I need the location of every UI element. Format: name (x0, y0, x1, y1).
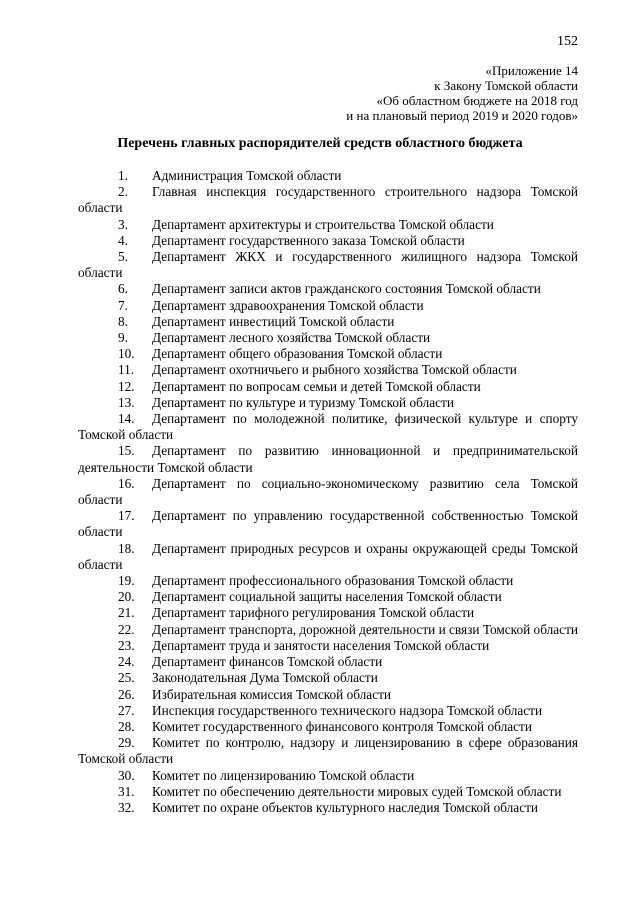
list-item (78, 800, 578, 816)
list-item-number: 26. (118, 686, 135, 702)
list-item-number: 7. (118, 297, 128, 313)
list-item-number: 1. (118, 168, 128, 183)
list-item-text: Департамент инвестиций Томской области (152, 313, 395, 329)
list-item-text: Департамент транспорта, дорожной деятельности и связи Томской области (152, 621, 578, 637)
list-item-number: 3. (118, 216, 128, 232)
list-item-text: Комитет по обеспечению деятельности мировых судей Томской области (152, 783, 562, 799)
list-item-number: 31. (118, 783, 135, 799)
list-item (78, 719, 578, 735)
list-item-number: 18. (118, 540, 135, 556)
list-item-text: Департамент по социально-экономическому развитию села Томской области (78, 475, 578, 508)
list-item (78, 589, 578, 605)
list-item (78, 508, 578, 540)
list-item-text: Инспекция государственного технического надзора Томской области (152, 702, 543, 718)
list-item-number: 16. (118, 475, 135, 491)
list-item-number: 17. (118, 508, 135, 524)
list-item-text: Главная инспекция государственного строительного надзора Томской области (78, 184, 578, 216)
list-item (78, 346, 578, 362)
list-item-number: 11. (118, 362, 135, 378)
appendix-line: «Приложение 14 (485, 63, 578, 78)
list-item (78, 184, 578, 216)
list-item (78, 379, 578, 395)
list-item-text: Департамент записи актов гражданского состояния Томской области (152, 281, 541, 297)
list-item (78, 622, 578, 638)
list-item-number: 5. (118, 249, 128, 265)
list-item (78, 638, 578, 654)
list-item-text: Департамент по молодежной политике, физической культуре и спорту Томской области (78, 411, 578, 443)
list-item (78, 476, 578, 508)
list-item-text: Комитет государственного финансового контроля Томской области (152, 718, 532, 734)
appendix-line: «Об областном бюджете на 2018 год (376, 93, 578, 108)
list-item-number: 19. (118, 573, 135, 589)
list-item-number: 14. (118, 411, 135, 427)
list-item (78, 541, 578, 573)
appendix-line: и на плановый период 2019 и 2020 годов» (346, 108, 578, 123)
list-item-number: 32. (118, 799, 135, 815)
list-item (78, 605, 578, 621)
list-item-number: 10. (118, 346, 135, 362)
list-item-text: Департамент здравоохранения Томской области (152, 297, 424, 313)
list-item (78, 443, 578, 475)
list-item-number: 27. (118, 702, 135, 718)
list-item (78, 670, 578, 686)
list-item-number: 15. (118, 443, 135, 459)
list-item-number: 2. (118, 184, 128, 200)
list-item-text: Законодательная Дума Томской области (152, 670, 378, 686)
list-item (78, 330, 578, 346)
list-item-text: Департамент государственного заказа Томской области (152, 232, 465, 248)
distributors-list (78, 168, 578, 816)
list-item (78, 249, 578, 281)
list-item-number: 29. (118, 735, 135, 751)
list-item (78, 281, 578, 297)
list-item (78, 411, 578, 443)
list-item-number: 23. (118, 637, 135, 653)
list-item-text: Департамент тарифного регулирования Томской области (152, 605, 475, 621)
list-item (78, 735, 578, 767)
list-item-number: 30. (118, 767, 135, 783)
list-item (78, 362, 578, 378)
list-item-number: 21. (118, 605, 135, 621)
list-item-text: Комитет по лицензированию Томской области (152, 767, 415, 783)
list-item-number: 4. (118, 232, 128, 248)
list-item-text: Комитет по контролю, надзору и лицензированию в сфере образования Томской области (78, 735, 578, 767)
list-item-text: Комитет по охране объектов культурного наследия Томской области (152, 799, 539, 815)
list-item (78, 217, 578, 233)
list-item (78, 314, 578, 330)
list-item (78, 298, 578, 314)
list-item-text: Избирательная комиссия Томской области (152, 686, 392, 702)
list-item-text: Департамент общего образования Томской области (152, 346, 443, 362)
list-item (78, 654, 578, 670)
list-item-text: Департамент социальной защиты населения Томской области (152, 589, 502, 605)
list-item-text: Департамент природных ресурсов и охраны окружающей среды Томской области (78, 540, 578, 572)
list-item (78, 233, 578, 249)
list-item-number: 22. (118, 621, 135, 637)
list-item (78, 168, 578, 184)
list-item-number: 13. (118, 394, 135, 410)
list-item-text: Департамент по культуре и туризму Томской области (152, 394, 454, 410)
list-item-number: 9. (118, 330, 128, 346)
list-item-text: Департамент ЖКХ и государственного жилищного надзора Томской области (78, 249, 578, 281)
list-item-text: Департамент по вопросам семьи и детей Томской области (152, 378, 481, 394)
list-item (78, 573, 578, 589)
list-item-text: Департамент архитектуры и строительства Томской области (152, 216, 494, 232)
list-item-text: Департамент по управлению государственной собственностью Томской области (78, 508, 578, 540)
list-item (78, 784, 578, 800)
list-item (78, 395, 578, 411)
list-item-number: 25. (118, 670, 135, 686)
list-item-text: Департамент труда и занятости населения Томской области (152, 637, 490, 653)
list-item-number: 8. (118, 313, 128, 329)
list-item-number: 28. (118, 718, 135, 734)
list-item-text: Администрация Томской области (152, 168, 342, 183)
list-item-number: 24. (118, 654, 135, 670)
list-item-text: Департамент финансов Томской области (152, 654, 383, 670)
list-item-number: 6. (118, 281, 128, 297)
list-item (78, 703, 578, 719)
list-item-text: Департамент охотничьего и рыбного хозяйства Томской области (152, 362, 517, 378)
list-item-number: 12. (118, 378, 135, 394)
list-item-text: Департамент лесного хозяйства Томской области (152, 330, 431, 346)
appendix-header (346, 63, 578, 123)
appendix-line: к Закону Томской области (434, 78, 578, 93)
list-item-text: Департамент профессионального образования Томской области (152, 573, 514, 589)
page-title: Перечень главных распорядителей средств областного бюджета (117, 136, 523, 151)
list-item-text: Департамент по развитию инновационной и предпринимательской деятельности Томской области (78, 443, 578, 475)
list-item (78, 687, 578, 703)
page-number: 152 (557, 34, 578, 49)
list-item-number: 20. (118, 589, 135, 605)
list-item (78, 768, 578, 784)
